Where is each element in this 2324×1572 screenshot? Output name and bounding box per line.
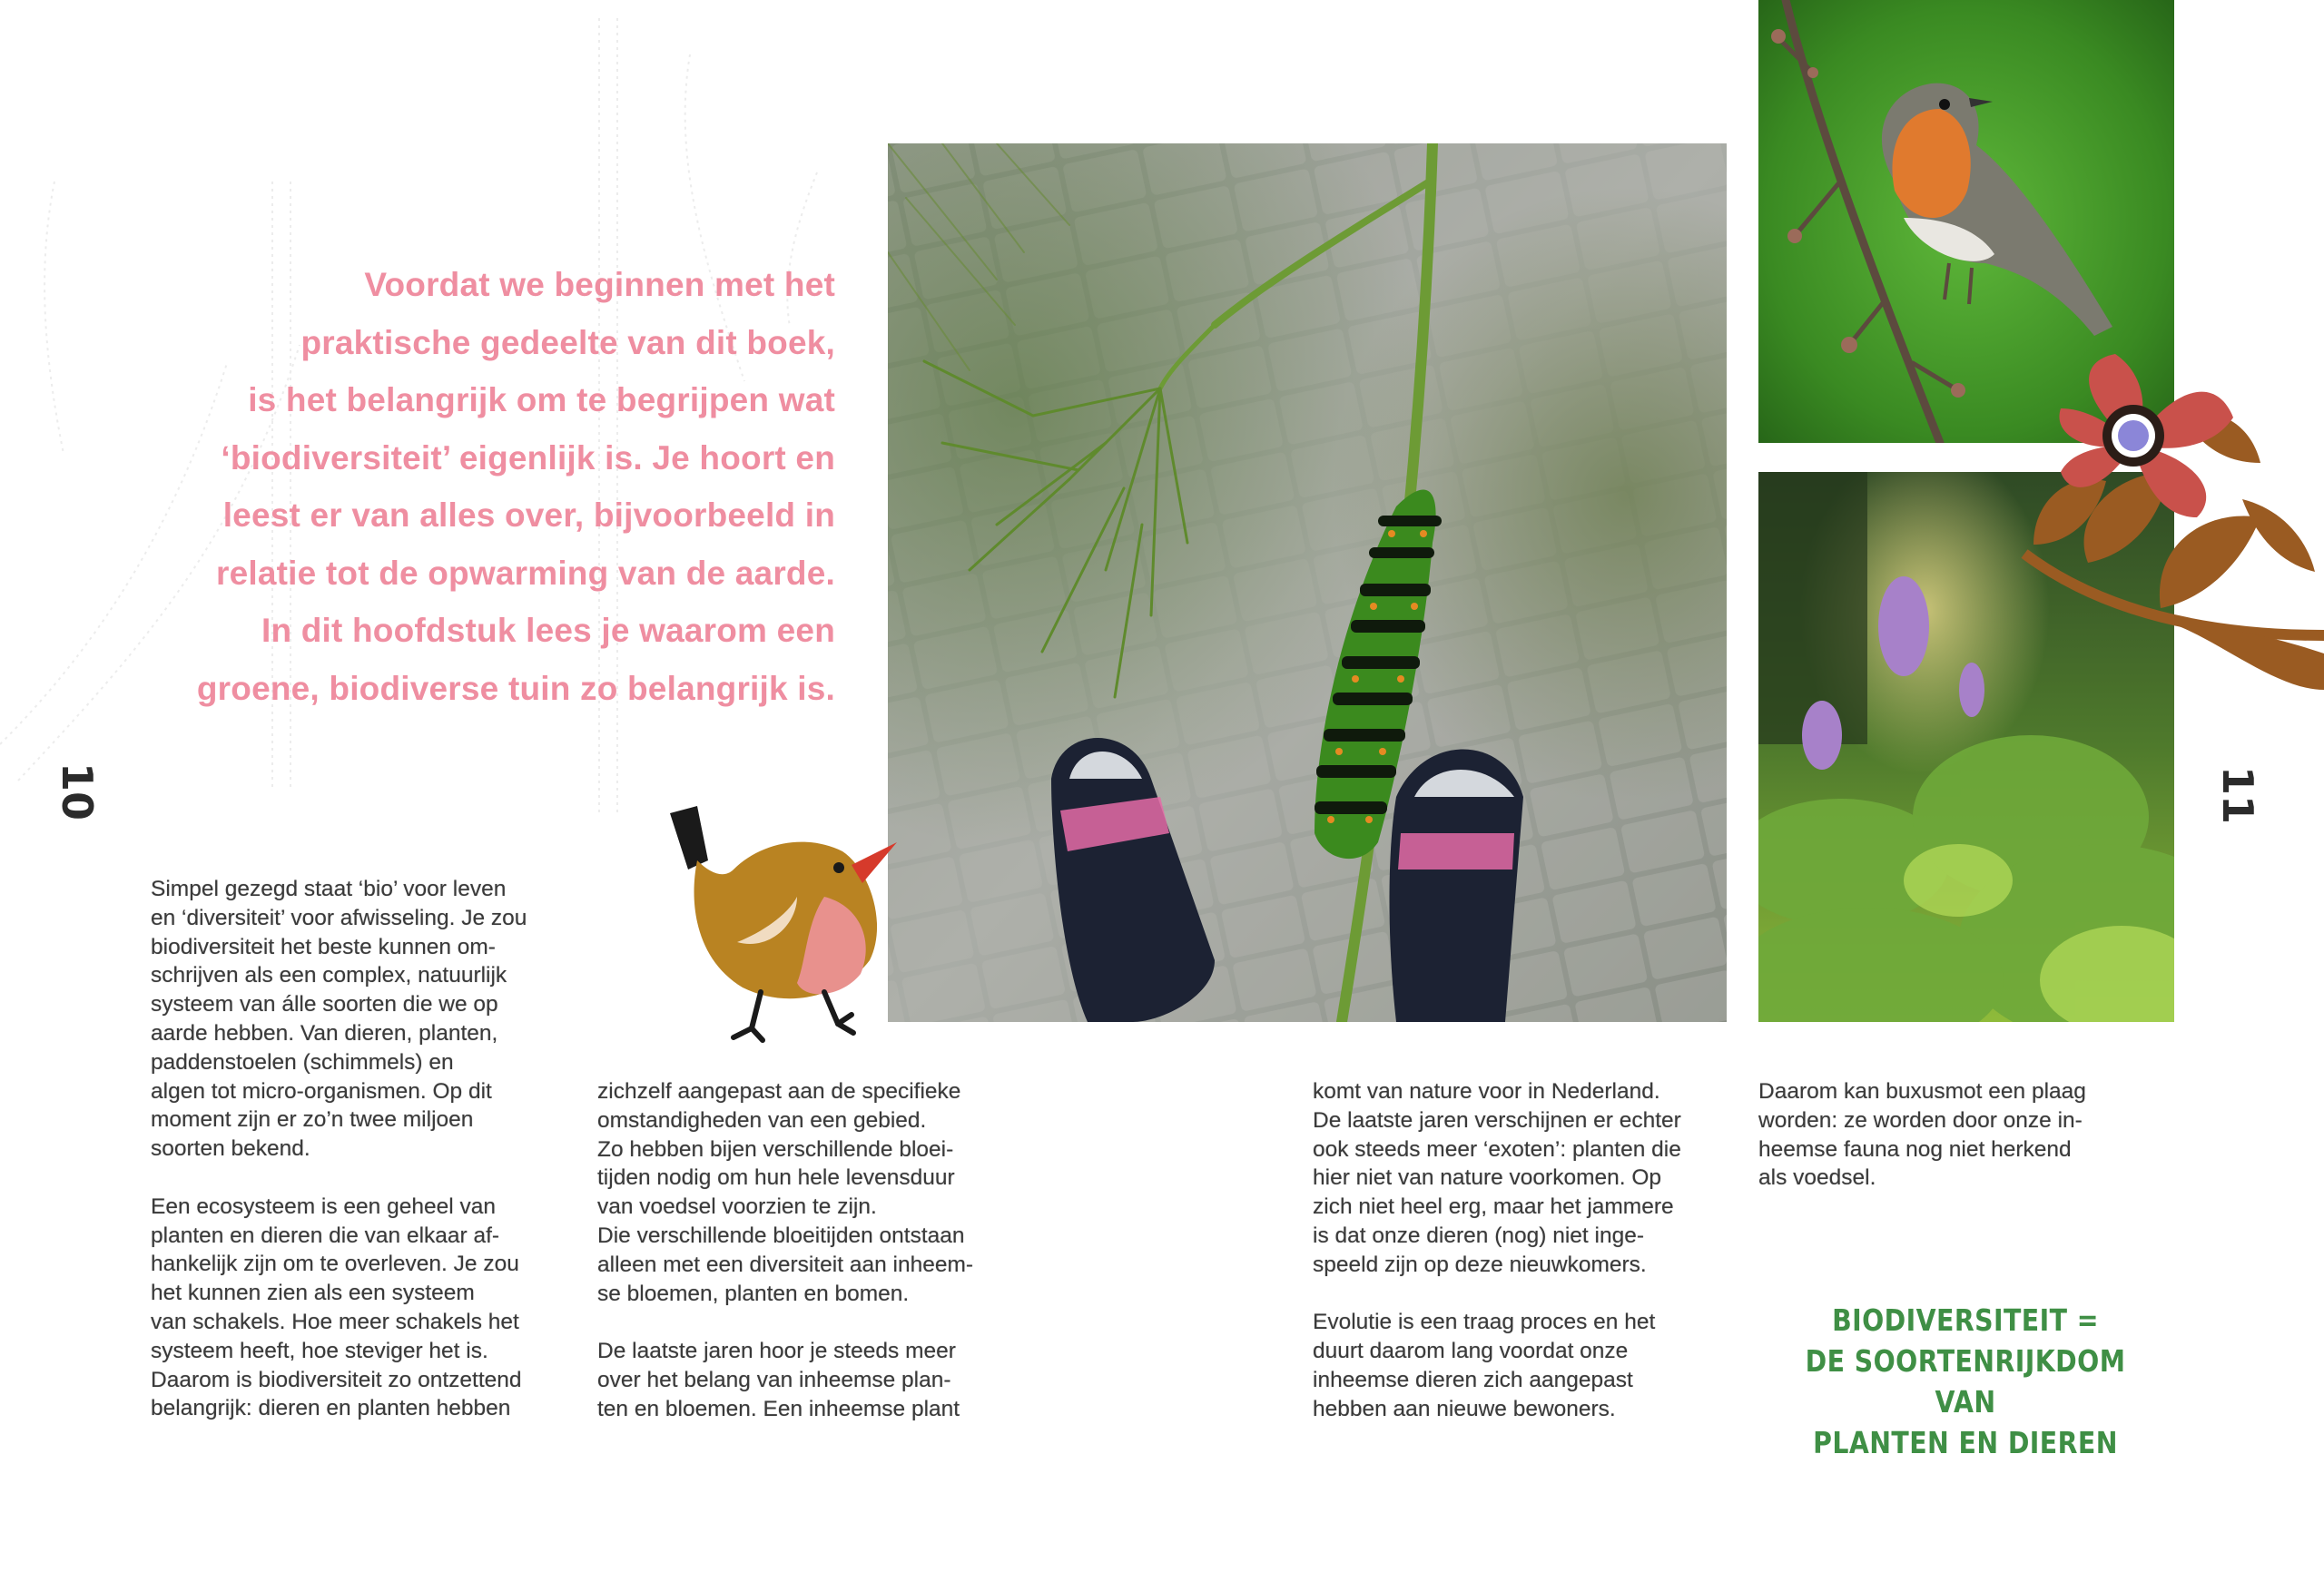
intro-line: Voordat we beginnen met het	[364, 266, 835, 303]
intro-line: ‘biodiversiteit’ eigenlijk is. Je hoort en	[221, 438, 835, 477]
callout-line: PLANTEN EN DIEREN	[1813, 1425, 2118, 1460]
callout-line: BIODIVERSITEIT =	[1832, 1302, 2099, 1338]
paragraph: komt van nature voor in Nederland. De laatste jaren verschijnen er echter ook steeds meer ‘exoten’: planten die hier niet van nature voorkomen. Op zich niet heel erg, maar het jammere is dat onze dieren (nog) niet inge- speeld zijn op deze nieuwkomers.	[1313, 1079, 1681, 1277]
intro-line: groene, biodiverse tuin zo belangrijk is.	[196, 669, 835, 707]
intro-line: relatie tot de opwarming van de aarde.	[215, 554, 835, 592]
paragraph: De laatste jaren hoor je steeds meer over het belang van inheemse plan- ten en bloemen. Een inheemse plant	[597, 1339, 960, 1421]
intro-line: In dit hoofdstuk lees je waarom een	[261, 612, 835, 649]
paragraph: Een ecosysteem is een geheel van planten en dieren die van elkaar af- hankelijk zijn om te overleven. Je zou het kunnen zien als een systeem van schakels. Hoe meer schakels het systeem heeft, hoe steviger het is. Daarom is biodiversiteit zo ontzettend belangrijk: dieren en planten hebben	[151, 1194, 522, 1421]
caterpillar-photo	[888, 143, 1727, 1022]
flower-illustration	[2015, 336, 2324, 690]
paragraph: Evolutie is een traag proces en het duurt daarom lang voordat onze inheemse dieren zich aangepast hebben aan nieuwe bewoners.	[1313, 1310, 1656, 1421]
intro-line: praktische gedeelte van dit boek,	[300, 323, 835, 361]
callout-line: DE SOORTENRIJKDOM VAN	[1805, 1343, 2126, 1420]
paragraph: zichzelf aangepast aan de specifieke omstandigheden van een gebied. Zo hebben bijen verschillende bloei- tijden nodig om hun hele levensduur van voedsel voorzien te zijn. Die verschillende bloeitijden ontstaan alleen met een diversiteit aan inheem- se bloemen, planten en bomen.	[597, 1079, 974, 1306]
intro-line: leest er van alles over, bijvoorbeeld in	[222, 496, 835, 534]
body-column-3	[1313, 1077, 1730, 1452]
page-number-left: 10	[53, 762, 102, 821]
paragraph: Daarom kan buxusmot een plaag worden: ze worden door onze in- heemse fauna nog niet herkend als voedsel.	[1758, 1079, 2086, 1191]
intro-paragraph	[136, 256, 835, 717]
biodiversity-callout	[1786, 1300, 2145, 1463]
paragraph: Simpel gezegd staat ‘bio’ voor leven en ‘diversiteit’ voor afwisseling. Je zou biodiversiteit het beste kunnen om- schrijven als een complex, natuurlijk systeem van álle soorten die we op aarde hebben. Van dieren, planten, paddenstoelen (schimmels) en algen tot micro-organismen. Op dit moment zijn er zo’n twee miljoen soorten bekend.	[151, 877, 527, 1162]
body-column-2	[597, 1077, 1015, 1452]
body-column-4	[1758, 1077, 2158, 1222]
bird-illustration	[661, 806, 901, 1046]
page-number-right: 11	[2213, 766, 2262, 825]
body-column-1	[151, 875, 568, 1452]
intro-line: is het belangrijk om te begrijpen wat	[248, 381, 835, 418]
